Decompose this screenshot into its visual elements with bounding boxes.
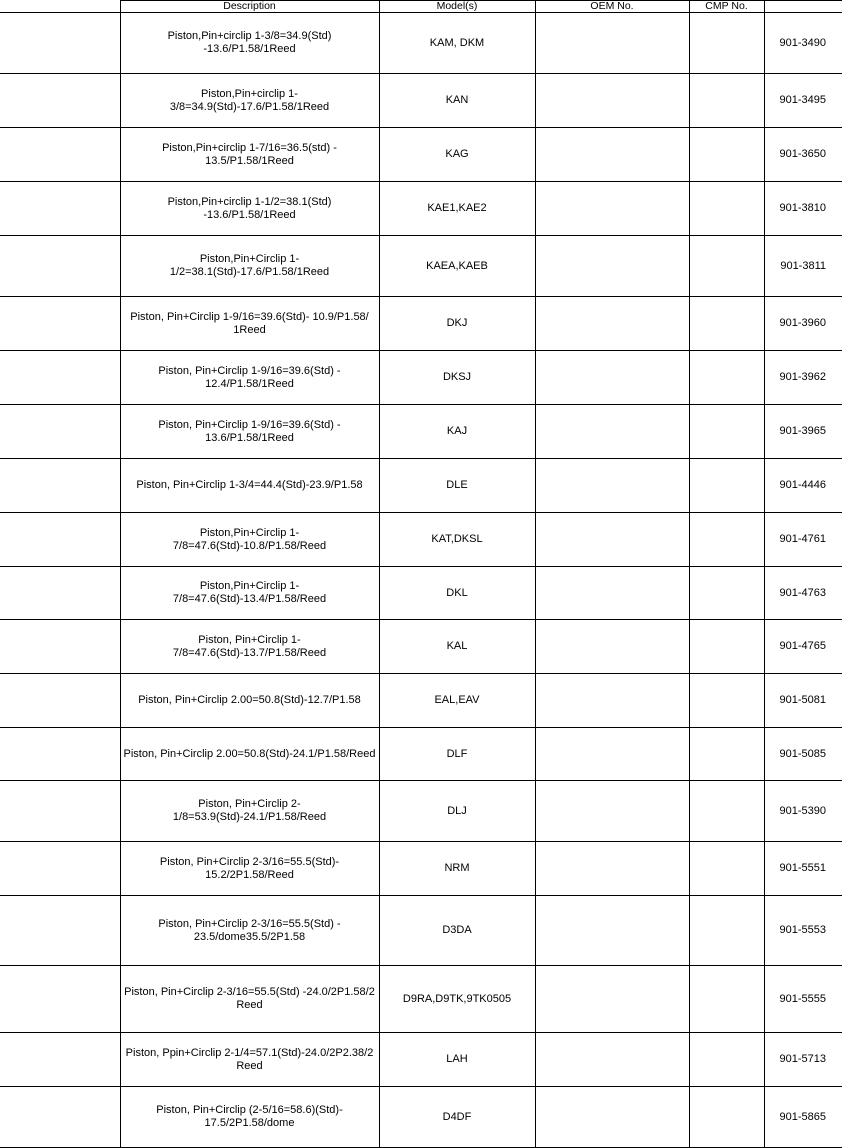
cmp-no-cell — [689, 513, 764, 567]
row-blank-cell — [0, 674, 120, 728]
row-blank-cell — [0, 896, 120, 966]
oem-no-cell — [535, 620, 689, 674]
part-number-cell: 901-4761 — [764, 513, 842, 567]
part-number-cell: 901-5713 — [764, 1033, 842, 1087]
description-cell: Piston, Pin+Circlip 2-3/16=55.5(Std) - 23.5/dome35.5/2P1.58 — [120, 896, 379, 966]
part-number-cell: 901-3650 — [764, 128, 842, 182]
description-cell: Piston, Pin+Circlip 2.00=50.8(Std)-12.7/P1.58 — [120, 674, 379, 728]
table-row — [0, 966, 842, 1033]
cmp-no-cell — [689, 728, 764, 781]
row-blank-cell — [0, 13, 120, 74]
models-cell: KAE1,KAE2 — [379, 182, 535, 236]
part-number-cell: 901-3810 — [764, 182, 842, 236]
models-cell: KAN — [379, 74, 535, 128]
part-number-cell: 901-5551 — [764, 842, 842, 896]
table-row — [0, 513, 842, 567]
description-cell: Piston,Pin+Circlip 1-1/2=38.1(Std)-17.6/P1.58/1Reed — [120, 236, 379, 297]
cmp-no-cell — [689, 781, 764, 842]
description-cell: Piston, Pin+Circlip 2-3/16=55.5(Std)- 15.2/2P1.58/Reed — [120, 842, 379, 896]
cmp-no-cell — [689, 459, 764, 513]
part-number-cell: 901-5553 — [764, 896, 842, 966]
row-blank-cell — [0, 128, 120, 182]
models-cell: NRM — [379, 842, 535, 896]
models-cell: D9RA,D9TK,9TK0505 — [379, 966, 535, 1033]
header-models: Model(s) — [379, 1, 535, 13]
row-blank-cell — [0, 567, 120, 620]
row-blank-cell — [0, 351, 120, 405]
table-row — [0, 674, 842, 728]
models-cell: DKJ — [379, 297, 535, 351]
oem-no-cell — [535, 297, 689, 351]
row-blank-cell — [0, 781, 120, 842]
oem-no-cell — [535, 351, 689, 405]
description-cell: Piston, Pin+Circlip 1-9/16=39.6(Std) - 12.4/P1.58/1Reed — [120, 351, 379, 405]
cmp-no-cell — [689, 620, 764, 674]
table-row — [0, 567, 842, 620]
models-cell: D4DF — [379, 1087, 535, 1148]
oem-no-cell — [535, 13, 689, 74]
cmp-no-cell — [689, 1033, 764, 1087]
cmp-no-cell — [689, 351, 764, 405]
table-row — [0, 13, 842, 74]
cmp-no-cell — [689, 405, 764, 459]
description-cell: Piston, Pin+Circlip 2.00=50.8(Std)-24.1/P1.58/Reed — [120, 728, 379, 781]
models-cell: KAJ — [379, 405, 535, 459]
cmp-no-cell — [689, 1087, 764, 1148]
table-row — [0, 128, 842, 182]
models-cell: DLE — [379, 459, 535, 513]
oem-no-cell — [535, 842, 689, 896]
row-blank-cell — [0, 459, 120, 513]
cmp-no-cell — [689, 182, 764, 236]
oem-no-cell — [535, 896, 689, 966]
part-number-cell: 901-5085 — [764, 728, 842, 781]
header-oem-no: OEM No. — [535, 1, 689, 13]
description-cell: Piston, Pin+Circlip 1-9/16=39.6(Std)- 10.9/P1.58/ 1Reed — [120, 297, 379, 351]
table-row — [0, 297, 842, 351]
header-blank-left — [0, 1, 120, 13]
oem-no-cell — [535, 128, 689, 182]
table-row — [0, 182, 842, 236]
table-row — [0, 236, 842, 297]
row-blank-cell — [0, 297, 120, 351]
models-cell: DLJ — [379, 781, 535, 842]
description-cell: Piston, Pin+Circlip 2-3/16=55.5(Std) -24.0/2P1.58/2 Reed — [120, 966, 379, 1033]
part-number-cell: 901-3962 — [764, 351, 842, 405]
models-cell: KAT,DKSL — [379, 513, 535, 567]
description-cell: Piston, Pin+Circlip 1-3/4=44.4(Std)-23.9/P1.58 — [120, 459, 379, 513]
description-cell: Piston,Pin+Circlip 1-7/8=47.6(Std)-13.4/P1.58/Reed — [120, 567, 379, 620]
part-number-cell: 901-3495 — [764, 74, 842, 128]
table-row — [0, 351, 842, 405]
models-cell: D3DA — [379, 896, 535, 966]
header-row — [0, 1, 842, 13]
description-cell: Piston,Pin+Circlip 1-7/8=47.6(Std)-10.8/P1.58/Reed — [120, 513, 379, 567]
description-cell: Piston,Pin+circlip 1-1/2=38.1(Std) -13.6/P1.58/1Reed — [120, 182, 379, 236]
cmp-no-cell — [689, 842, 764, 896]
cmp-no-cell — [689, 297, 764, 351]
header-part-no — [764, 1, 842, 13]
table-row — [0, 620, 842, 674]
row-blank-cell — [0, 405, 120, 459]
oem-no-cell — [535, 513, 689, 567]
cmp-no-cell — [689, 236, 764, 297]
table-row — [0, 728, 842, 781]
row-blank-cell — [0, 74, 120, 128]
description-cell: Piston,Pin+circlip 1-7/16=36.5(std) - 13.5/P1.58/1Reed — [120, 128, 379, 182]
row-blank-cell — [0, 842, 120, 896]
row-blank-cell — [0, 620, 120, 674]
oem-no-cell — [535, 182, 689, 236]
models-cell: KAL — [379, 620, 535, 674]
models-cell: KAEA,KAEB — [379, 236, 535, 297]
part-number-cell: 901-5390 — [764, 781, 842, 842]
row-blank-cell — [0, 1087, 120, 1148]
oem-no-cell — [535, 405, 689, 459]
models-cell: KAM, DKM — [379, 13, 535, 74]
description-cell: Piston,Pin+circlip 1-3/8=34.9(Std)-17.6/P1.58/1Reed — [120, 74, 379, 128]
part-number-cell: 901-4763 — [764, 567, 842, 620]
cmp-no-cell — [689, 896, 764, 966]
row-blank-cell — [0, 513, 120, 567]
part-number-cell: 901-4446 — [764, 459, 842, 513]
row-blank-cell — [0, 728, 120, 781]
table-row — [0, 459, 842, 513]
row-blank-cell — [0, 182, 120, 236]
part-number-cell: 901-5555 — [764, 966, 842, 1033]
models-cell: LAH — [379, 1033, 535, 1087]
table-row — [0, 896, 842, 966]
table-row — [0, 74, 842, 128]
description-cell: Piston, Pin+Circlip 1-7/8=47.6(Std)-13.7/P1.58/Reed — [120, 620, 379, 674]
part-number-cell: 901-3960 — [764, 297, 842, 351]
description-cell: Piston, Ppin+Circlip 2-1/4=57.1(Std)-24.0/2P2.38/2 Reed — [120, 1033, 379, 1087]
oem-no-cell — [535, 1033, 689, 1087]
row-blank-cell — [0, 1033, 120, 1087]
header-cmp-no: CMP No. — [689, 1, 764, 13]
cmp-no-cell — [689, 567, 764, 620]
table-row — [0, 842, 842, 896]
models-cell: DKL — [379, 567, 535, 620]
table-row — [0, 1087, 842, 1148]
part-number-cell: 901-3811 — [764, 236, 842, 297]
header-description: Description — [120, 1, 379, 13]
description-cell: Piston, Pin+Circlip 2-1/8=53.9(Std)-24.1/P1.58/Reed — [120, 781, 379, 842]
table-row — [0, 405, 842, 459]
models-cell: KAG — [379, 128, 535, 182]
models-cell: DLF — [379, 728, 535, 781]
row-blank-cell — [0, 966, 120, 1033]
models-cell: EAL,EAV — [379, 674, 535, 728]
oem-no-cell — [535, 781, 689, 842]
row-blank-cell — [0, 236, 120, 297]
oem-no-cell — [535, 459, 689, 513]
oem-no-cell — [535, 966, 689, 1033]
cmp-no-cell — [689, 966, 764, 1033]
cmp-no-cell — [689, 674, 764, 728]
part-number-cell: 901-3965 — [764, 405, 842, 459]
part-number-cell: 901-3490 — [764, 13, 842, 74]
description-cell: Piston, Pin+Circlip 1-9/16=39.6(Std) - 13.6/P1.58/1Reed — [120, 405, 379, 459]
table-row — [0, 781, 842, 842]
part-number-cell: 901-5081 — [764, 674, 842, 728]
models-cell: DKSJ — [379, 351, 535, 405]
oem-no-cell — [535, 236, 689, 297]
oem-no-cell — [535, 728, 689, 781]
oem-no-cell — [535, 567, 689, 620]
oem-no-cell — [535, 74, 689, 128]
oem-no-cell — [535, 1087, 689, 1148]
cmp-no-cell — [689, 13, 764, 74]
part-number-cell: 901-4765 — [764, 620, 842, 674]
description-cell: Piston, Pin+Circlip (2-5/16=58.6)(Std)- 17.5/2P1.58/dome — [120, 1087, 379, 1148]
oem-no-cell — [535, 674, 689, 728]
part-number-cell: 901-5865 — [764, 1087, 842, 1148]
table-row — [0, 1033, 842, 1087]
description-cell: Piston,Pin+circlip 1-3/8=34.9(Std) -13.6/P1.58/1Reed — [120, 13, 379, 74]
cmp-no-cell — [689, 74, 764, 128]
cmp-no-cell — [689, 128, 764, 182]
